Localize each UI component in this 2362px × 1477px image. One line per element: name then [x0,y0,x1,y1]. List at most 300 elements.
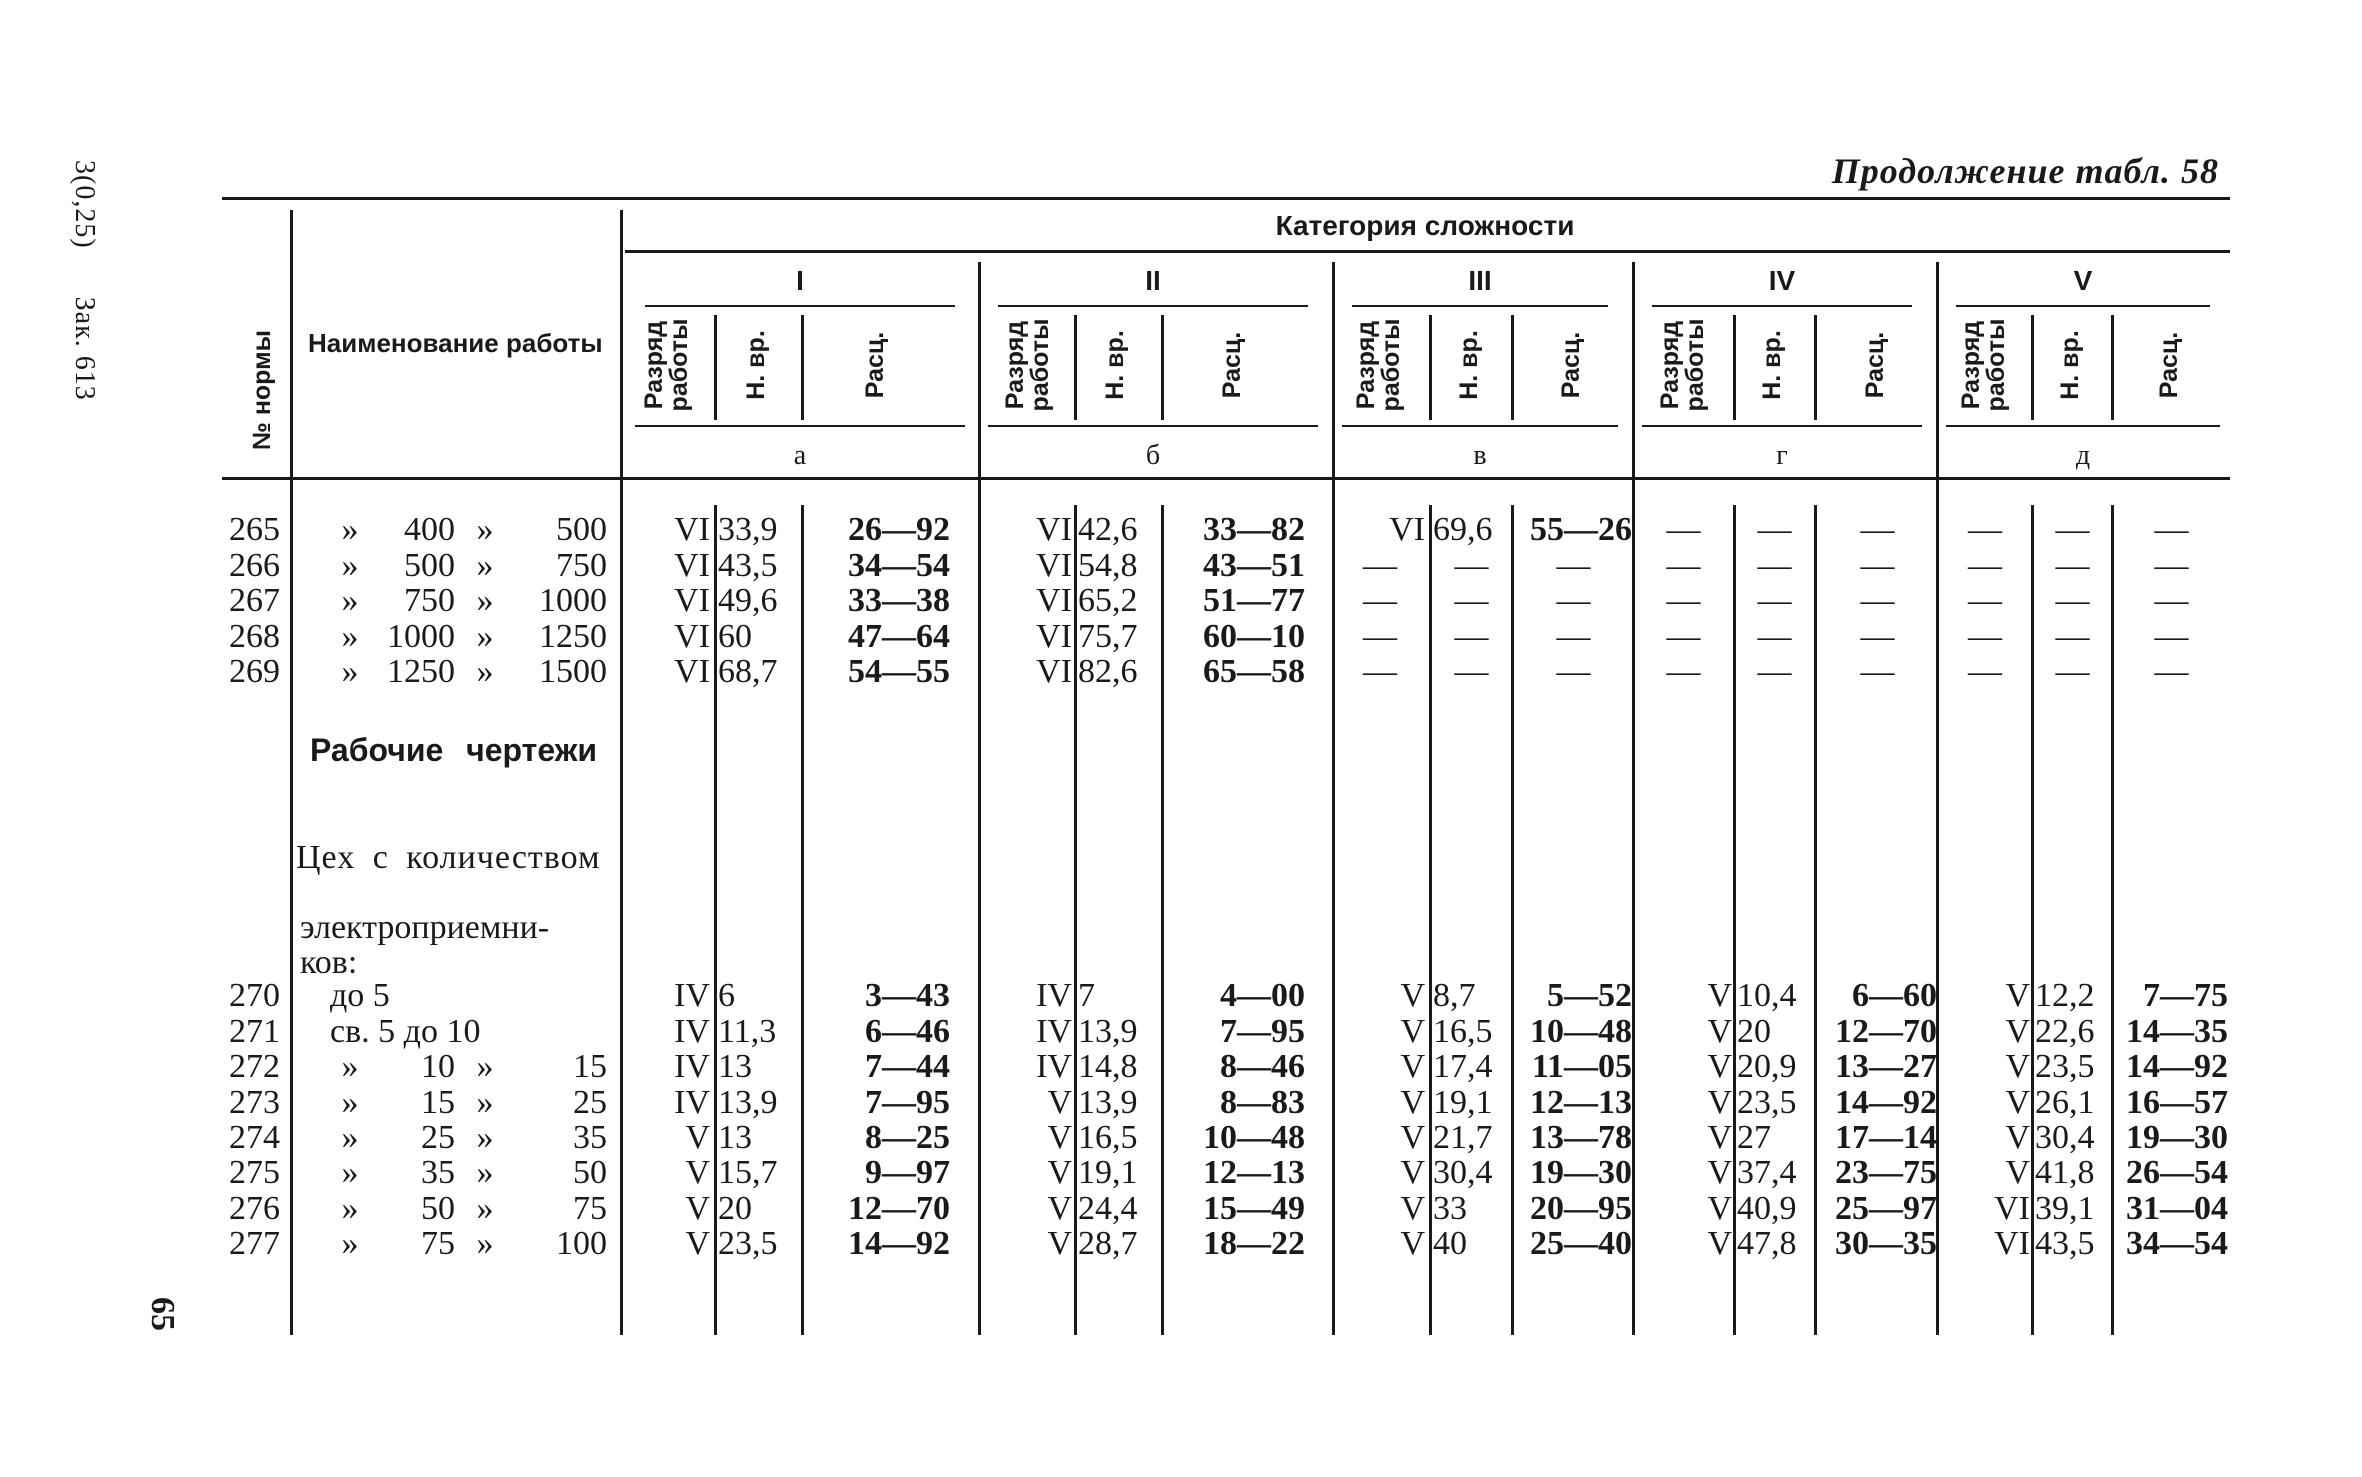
cell-grade: VI [1036,547,1072,584]
rule-sub-sep-b-4 [2111,315,2114,420]
row-name-to-mark: » [476,1119,494,1156]
cell-grade: — [1666,618,1701,655]
cell-time: 28,7 [1078,1225,1138,1262]
cell-time: 37,4 [1737,1154,1797,1191]
cell-rate: — [1860,582,1895,619]
row-name-to: 1500 [539,653,607,690]
cell-rate: — [1860,511,1895,548]
row-name-from-mark: » [341,1084,359,1121]
cell-rate: 23—75 [1835,1154,1937,1191]
cell-time: 39,1 [2035,1190,2095,1227]
cell-time: 65,2 [1078,582,1138,619]
cell-time: — [2055,547,2090,584]
cell-time: — [1757,618,1792,655]
cell-rate: 11—05 [1531,1048,1632,1085]
row-name-from-mark: » [341,653,359,690]
cell-grade: — [1968,653,2002,690]
cell-rate: — [2154,618,2189,655]
row-name-from: 25 [421,1119,455,1156]
cell-grade: V [1400,1225,1425,1262]
row-name-to: 75 [573,1190,607,1227]
cell-grade: V [2005,1119,2030,1156]
cell-rate: 34—54 [848,547,950,584]
cell-time: 10,4 [1737,977,1797,1014]
rule-body-sep-a-3 [1733,505,1736,1335]
section-drawings: Рабочие чертежи [310,732,598,768]
cell-grade: VI [674,653,710,690]
row-name: св. 5 до 10 [330,1013,481,1050]
cell-rate: 60—10 [1203,618,1305,655]
row-name-to: 25 [573,1084,607,1121]
cell-rate: — [1556,618,1591,655]
cell-grade: — [1968,547,2002,584]
cell-time: 17,4 [1433,1048,1493,1085]
cell-grade: — [1363,547,1397,584]
cell-grade: V [685,1154,710,1191]
cell-time: — [1757,511,1792,548]
cell-rate: 51—77 [1203,582,1305,619]
row-number: 270 [229,977,280,1014]
row-name-from: 500 [404,547,455,584]
sub-rate-label-0: Расц. [860,331,889,399]
page-number: 65 [144,1297,181,1331]
rule-group-sep-1 [978,262,981,1335]
section-workshop-1: Цех с количеством [296,839,601,876]
sub-time-label-3: Н. вр. [1757,330,1786,400]
rule-body-sep-b-1 [1161,505,1164,1335]
cell-grade: V [1707,1013,1732,1050]
cell-grade: VI [674,582,710,619]
row-name-to: 500 [556,511,607,548]
cell-grade: V [1707,1225,1732,1262]
rule-body-sep-a-2 [1429,505,1432,1335]
cell-rate: 14—92 [848,1225,950,1262]
row-number: 275 [229,1154,280,1191]
cell-rate: 6—46 [865,1013,950,1050]
group-letter-0: а [793,440,807,471]
cell-rate: 12—70 [1835,1013,1937,1050]
cell-time: 43,5 [2035,1225,2095,1262]
cell-time: 82,6 [1078,653,1138,690]
cell-grade: V [1047,1119,1072,1156]
cell-rate: 6—60 [1852,977,1937,1014]
group-letter-3: г [1776,440,1788,471]
row-name-to-mark: » [476,511,494,548]
row-number: 267 [229,582,280,619]
cell-rate: 8—25 [865,1119,950,1156]
cell-grade: — [1666,582,1701,619]
cell-grade: VI [1994,1225,2030,1262]
rule-body-sep-a-1 [1074,505,1077,1335]
group-roman-2: III [1468,265,1492,296]
row-number: 272 [229,1048,280,1085]
rule-sub-sep-b-3 [1814,315,1817,420]
cell-grade: V [1707,1119,1732,1156]
row-name-from: 1250 [387,653,455,690]
group-letter-2: в [1473,440,1487,471]
cell-rate: 14—92 [1835,1084,1937,1121]
cell-time: 75,7 [1078,618,1138,655]
group-letter-4: д [2075,440,2091,471]
group-letter-1: б [1145,440,1161,471]
rule-num-name [290,210,293,1335]
cell-rate: — [1860,618,1895,655]
cell-grade: — [1666,653,1701,690]
rule-top [222,197,2230,200]
cell-time: 30,4 [1433,1154,1493,1191]
cell-rate: 5—52 [1547,977,1632,1014]
cell-grade: V [685,1190,710,1227]
cell-time: 22,6 [2035,1013,2095,1050]
cell-grade: V [1047,1154,1072,1191]
side-note-order: Зак. 613 [69,296,100,401]
cell-rate: 16—57 [2126,1084,2228,1121]
cell-rate: 47—64 [848,618,950,655]
cell-time: — [1757,547,1792,584]
cell-time: 47,8 [1737,1225,1797,1262]
cell-rate: — [2154,582,2189,619]
rule-group-2 [1352,305,1608,307]
sub-grade-label-3: Разряд работы [1655,318,1709,412]
cell-time: 42,6 [1078,511,1138,548]
cell-rate: 12—70 [848,1190,950,1227]
cell-time: — [2055,582,2090,619]
cell-grade: V [2005,1154,2030,1191]
cell-rate: 25—97 [1835,1190,1937,1227]
sub-time-label-4: Н. вр. [2055,330,2084,400]
cell-time: 69,6 [1433,511,1493,548]
cell-grade: V [1707,1190,1732,1227]
cell-time: — [1454,653,1489,690]
cell-time: — [1757,582,1792,619]
rule-sub-sep-a-1 [1074,315,1077,420]
cell-time: 16,5 [1433,1013,1493,1050]
row-number: 277 [229,1225,280,1262]
cell-rate: 7—95 [865,1084,950,1121]
cell-rate: 65—58 [1203,653,1305,690]
rule-body-sep-b-3 [1814,505,1817,1335]
cell-time: 33,9 [718,511,778,548]
rule-name-data [620,210,623,1335]
row-name-from-mark: » [341,1225,359,1262]
row-name-from: 75 [421,1225,455,1262]
row-name-to: 100 [556,1225,607,1262]
row-name-to-mark: » [476,1048,494,1085]
cell-time: 11,3 [718,1013,777,1050]
cell-rate: 15—49 [1203,1190,1305,1227]
group-roman-0: I [796,265,804,296]
group-roman-4: V [2073,265,2093,296]
rule-sub-sep-a-2 [1429,315,1432,420]
rule-group-4 [1956,305,2210,307]
row-name-to-mark: » [476,1154,494,1191]
row-name-to: 35 [573,1119,607,1156]
cell-grade: V [2005,1048,2030,1085]
cell-grade: V [1400,1048,1425,1085]
cell-time: 13,9 [1078,1013,1138,1050]
cell-rate: 14—35 [2126,1013,2228,1050]
cell-rate: — [1556,582,1591,619]
row-number: 276 [229,1190,280,1227]
group-roman-3: IV [1768,265,1796,296]
row-name-to: 50 [573,1154,607,1191]
rule-sub-sep-a-3 [1733,315,1736,420]
row-number: 265 [229,511,280,548]
cell-grade: VI [1036,653,1072,690]
row-name: до 5 [330,977,390,1014]
rule-body-sep-b-2 [1511,505,1514,1335]
rule-category [625,250,2230,253]
cell-time: 12,2 [2035,977,2095,1014]
row-name-from-mark: » [341,1154,359,1191]
cell-grade: V [1707,1048,1732,1085]
cell-rate: 26—54 [2126,1154,2228,1191]
cell-rate: 54—55 [848,653,950,690]
row-name-from: 1000 [387,618,455,655]
header-category-label: Категория сложности [1275,210,1575,241]
cell-rate: 26—92 [848,511,950,548]
cell-rate: — [1860,547,1895,584]
cell-grade: V [1707,977,1732,1014]
cell-grade: V [1400,977,1425,1014]
header-name-label: Наименование работы [308,328,603,358]
table-caption: Продолжение табл. 58 [1831,151,2219,191]
cell-time: 14,8 [1078,1048,1138,1085]
cell-rate: 8—83 [1220,1084,1305,1121]
cell-rate: 4—00 [1220,977,1305,1014]
cell-rate: 13—78 [1530,1119,1632,1156]
rule-sub-sep-b-2 [1511,315,1514,420]
cell-time: 13,9 [718,1084,778,1121]
cell-rate: 10—48 [1203,1119,1305,1156]
sub-grade-label-0: Разряд работы [639,318,693,412]
cell-rate: 7—95 [1220,1013,1305,1050]
cell-rate: 18—22 [1203,1225,1305,1262]
sub-time-label-0: Н. вр. [742,330,770,400]
cell-rate: 30—35 [1835,1225,1937,1262]
cell-grade: — [1968,618,2002,655]
row-name-from-mark: » [341,1119,359,1156]
rule-sub-3 [1642,425,1922,427]
cell-grade: V [1707,1084,1732,1121]
cell-grade: — [1666,547,1701,584]
row-number: 274 [229,1119,280,1156]
row-name-to-mark: » [476,653,494,690]
cell-grade: VI [1036,582,1072,619]
cell-time: 7 [1078,977,1095,1014]
sub-grade-label-4: Разряд работы [1957,318,2010,412]
cell-rate: 7—75 [2143,977,2228,1014]
row-name-to-mark: » [476,1190,494,1227]
row-name-to-mark: » [476,618,494,655]
row-name-from-mark: » [341,582,359,619]
sub-rate-label-4: Расц. [2154,331,2183,399]
cell-grade: VI [674,547,710,584]
cell-grade: V [1047,1084,1072,1121]
cell-time: — [2055,618,2090,655]
row-number: 273 [229,1084,280,1121]
cell-rate: 31—04 [2126,1190,2228,1227]
cell-time: — [1757,653,1792,690]
row-name-to: 1000 [539,582,607,619]
row-name-from: 15 [421,1084,455,1121]
sub-grade-label-1: Разряд работы [1000,318,1054,412]
cell-grade: V [2005,1013,2030,1050]
header-num-label: № нормы [248,330,276,450]
row-name-from: 400 [404,511,455,548]
cell-time: 20,9 [1737,1048,1797,1085]
rule-sub-sep-b-0 [801,315,804,420]
cell-time: 13 [718,1119,752,1156]
cell-grade: IV [1036,1048,1072,1085]
cell-rate: — [2154,511,2189,548]
cell-rate: — [2154,653,2189,690]
cell-grade: IV [674,1048,710,1085]
rule-header-bottom [222,477,2230,480]
sub-rate-label-2: Расц. [1556,331,1585,399]
cell-time: 13,9 [1078,1084,1138,1121]
cell-rate: 14—92 [2126,1048,2228,1085]
cell-grade: — [1363,582,1397,619]
row-name-from-mark: » [341,1048,359,1085]
cell-grade: VI [1036,511,1072,548]
cell-time: 41,8 [2035,1154,2095,1191]
cell-time: 24,4 [1078,1190,1138,1227]
cell-time: 6 [718,977,735,1014]
cell-grade: V [1400,1084,1425,1121]
cell-grade: IV [1036,1013,1072,1050]
cell-rate: 13—27 [1835,1048,1937,1085]
cell-time: 26,1 [2035,1084,2095,1121]
cell-time: — [2055,511,2090,548]
row-name-to: 750 [556,547,607,584]
cell-rate: 33—38 [848,582,950,619]
cell-time: 60 [718,618,752,655]
rule-group-3 [1652,305,1912,307]
row-name-from: 50 [421,1190,455,1227]
rule-group-1 [998,305,1308,307]
cell-rate: — [1556,653,1591,690]
rule-sub-sep-b-1 [1161,315,1164,420]
rule-sub-2 [1342,425,1618,427]
cell-grade: IV [674,977,710,1014]
cell-time: 13 [718,1048,752,1085]
cell-rate: 34—54 [2126,1225,2228,1262]
cell-time: 23,5 [2035,1048,2095,1085]
cell-time: 20 [1737,1013,1771,1050]
cell-time: 19,1 [1078,1154,1138,1191]
row-number: 266 [229,547,280,584]
cell-time: — [1454,582,1489,619]
cell-rate: 10—48 [1530,1013,1632,1050]
cell-time: 40,9 [1737,1190,1797,1227]
cell-time: 40 [1433,1225,1467,1262]
cell-rate: 33—82 [1203,511,1305,548]
cell-rate: 3—43 [865,977,950,1014]
cell-time: 27 [1737,1119,1771,1156]
cell-grade: V [685,1225,710,1262]
cell-grade: VI [674,618,710,655]
cell-grade: V [1047,1190,1072,1227]
cell-time: — [2055,653,2090,690]
cell-rate: 7—44 [865,1048,950,1085]
cell-grade: — [1363,653,1397,690]
cell-grade: V [1707,1154,1732,1191]
section-workshop-3: ков: [300,944,358,981]
sub-time-label-1: Н. вр. [1101,330,1129,400]
row-name-from: 10 [421,1048,455,1085]
cell-rate: — [1556,547,1591,584]
section-workshop-2: электроприемни- [300,909,550,946]
cell-grade: V [1400,1154,1425,1191]
rule-body-sep-a-0 [714,505,717,1335]
cell-grade: V [2005,1084,2030,1121]
cell-time: — [1454,618,1489,655]
cell-rate: 19—30 [2126,1119,2228,1156]
sub-grade-label-2: Разряд работы [1352,318,1405,412]
cell-grade: — [1363,618,1397,655]
cell-rate: 43—51 [1203,547,1305,584]
cell-grade: V [1400,1190,1425,1227]
cell-time: 30,4 [2035,1119,2095,1156]
sub-rate-label-3: Расц. [1860,331,1889,399]
cell-time: 15,7 [718,1154,778,1191]
cell-rate: 20—95 [1530,1190,1632,1227]
cell-grade: — [1968,582,2002,619]
cell-rate: 12—13 [1530,1084,1632,1121]
rule-body-sep-b-4 [2111,505,2114,1335]
cell-rate: 8—46 [1220,1048,1305,1085]
row-number: 269 [229,653,280,690]
group-roman-1: II [1145,265,1161,296]
row-name-from-mark: » [341,618,359,655]
cell-time: 54,8 [1078,547,1138,584]
cell-time: 43,5 [718,547,778,584]
cell-grade: VI [674,511,710,548]
cell-grade: V [685,1119,710,1156]
row-number: 271 [229,1013,280,1050]
cell-time: 16,5 [1078,1119,1138,1156]
cell-grade: VI [1389,511,1425,548]
row-name-from: 750 [404,582,455,619]
rule-body-sep-b-0 [801,505,804,1335]
cell-time: 19,1 [1433,1084,1493,1121]
rule-sub-sep-a-4 [2031,315,2034,420]
sub-time-label-2: Н. вр. [1454,330,1483,400]
row-number: 268 [229,618,280,655]
cell-time: 21,7 [1433,1119,1493,1156]
cell-time: 8,7 [1433,977,1476,1014]
row-name-from: 35 [421,1154,455,1191]
cell-grade: V [2005,977,2030,1014]
cell-rate: 9—97 [865,1154,950,1191]
row-name-from-mark: » [341,1190,359,1227]
row-name-from-mark: » [341,547,359,584]
cell-grade: V [1047,1225,1072,1262]
rule-sub-4 [1946,425,2220,427]
row-name-to: 1250 [539,618,607,655]
cell-grade: IV [674,1013,710,1050]
rule-sub-1 [988,425,1318,427]
row-name-to-mark: » [476,547,494,584]
cell-grade: IV [674,1084,710,1121]
row-name-to-mark: » [476,1225,494,1262]
cell-rate: 19—30 [1530,1154,1632,1191]
cell-grade: VI [1994,1190,2030,1227]
cell-grade: V [1400,1119,1425,1156]
cell-grade: V [1400,1013,1425,1050]
cell-grade: — [1968,511,2002,548]
